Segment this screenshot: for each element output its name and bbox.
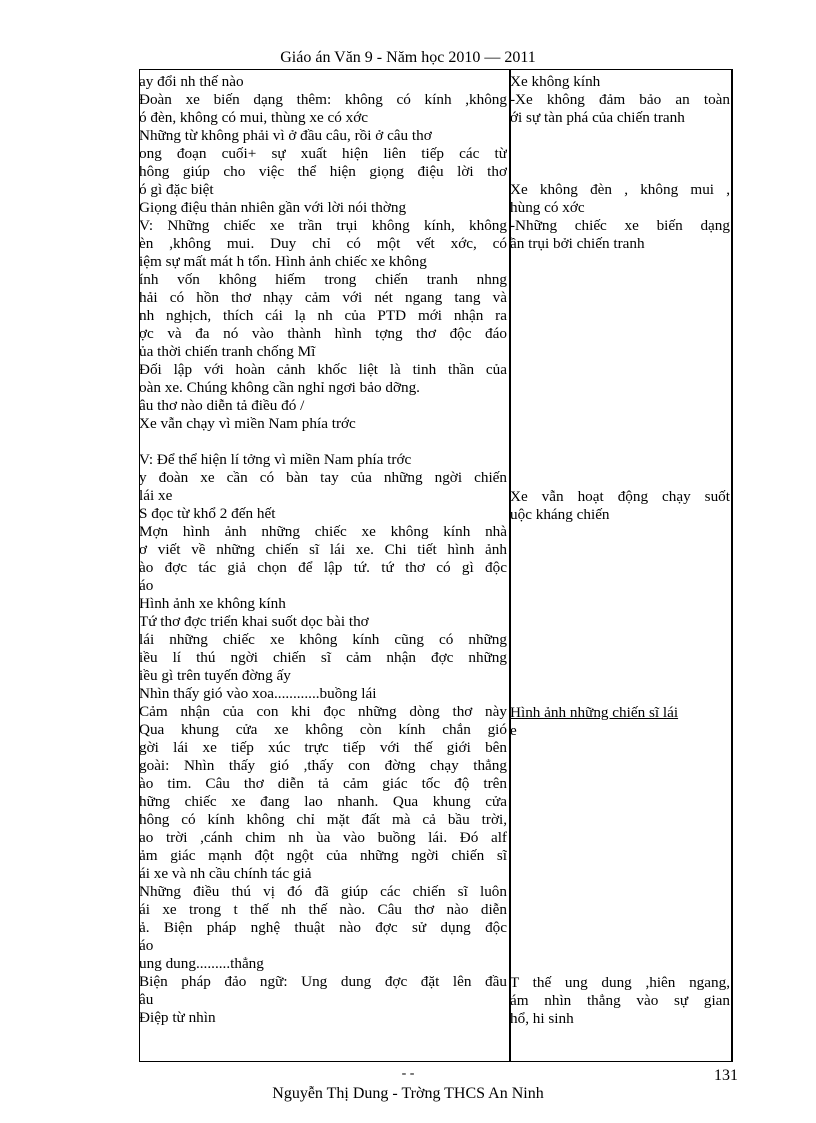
left-text-line: Cảm nhận của con khi đọc những dòng thơ này <box>139 703 507 720</box>
right-text-line: -Những chiếc xe biến dạng <box>510 217 730 234</box>
left-text-line: gời lái xe tiếp xúc trực tiếp với thế giới bên <box>139 739 507 756</box>
left-text-line: Qua khung cửa xe không còn kính chắn gió <box>139 721 507 738</box>
right-text-line: -Xe không đảm bảo an toàn <box>510 91 730 108</box>
left-text-line: ó gì đặc biệt <box>139 181 214 198</box>
left-text-line: y đoàn xe cần có bàn tay của những ngời chiến <box>139 469 507 486</box>
left-text-line: ái xe và nh cầu chính tác giả <box>139 865 312 882</box>
left-text-line: âu thơ nào diễn tả điều đó / <box>139 397 305 414</box>
left-text-line: iều gì trên tuyến đờng ấy <box>139 667 291 684</box>
left-text-line: Mợn hình ảnh những chiếc xe không kính nhà <box>139 523 507 540</box>
left-text-line: Những điều thú vị đó đã giúp các chiến sĩ luôn <box>139 883 507 900</box>
left-text-line: lái xe <box>139 487 173 504</box>
left-text-line: hông có kính không chỉ mặt đất mà cả bầu trời, <box>139 811 507 828</box>
left-text-line: hững chiếc xe đang lao nhanh. Qua khung cửa <box>139 793 507 810</box>
left-text-line: ay đổi nh thế nào <box>139 73 244 90</box>
right-text-line: hùng có xớc <box>510 199 585 216</box>
page-header: Giáo án Văn 9 - Năm học 2010 — 2011 <box>280 49 536 66</box>
left-text-line: hông giúp cho việc thể hiện giọng điệu lời thơ <box>139 163 507 180</box>
left-text-line: S đọc từ khổ 2 đến hết <box>139 505 276 522</box>
left-text-line: V: Để thể hiện lí tởng vì miền Nam phía trớc <box>139 451 412 468</box>
left-text-line: ái xe trong t thế nh thế nào. Câu thơ nào diễn <box>139 901 507 918</box>
page-footer: Nguyễn Thị Dung - Trờng THCS An Ninh <box>272 1085 544 1102</box>
left-text-line: Điệp từ nhìn <box>139 1009 216 1026</box>
left-text-line: V: Những chiếc xe trần trụi không kính, không <box>139 217 507 234</box>
left-text-line: Giọng điệu thản nhiên gần với lời nói thờng <box>139 199 407 216</box>
left-text-line: iều lí thú ngời chiến sĩ cảm nhận đợc những <box>139 649 507 666</box>
left-text-line: ào tim. Câu thơ diễn tả cảm giác tốc độ trên <box>139 775 507 792</box>
left-text-line: goài: Nhìn thấy gió ,thấy con đờng chạy thẳng <box>139 757 507 774</box>
left-text-line: Xe vẫn chạy vì miền Nam phía trớc <box>139 415 356 432</box>
right-text-line: e <box>510 722 517 739</box>
right-text-line: Hình ảnh những chiến sĩ lái <box>510 704 679 721</box>
left-text-line: Những từ không phải vì ở đầu câu, rồi ở câu thơ <box>139 127 432 144</box>
right-text-line: ần trụi bởi chiến tranh <box>510 235 645 252</box>
footer-dash: - - <box>401 1066 415 1081</box>
right-text-line: ám nhìn thẳng vào sự gian <box>510 992 730 1009</box>
left-text-line: ả. Biện pháp nghệ thuật nào đợc sử dụng độc <box>139 919 507 936</box>
left-text-line: èn ,không mui. Duy chỉ có một vết xớc, có <box>139 235 507 252</box>
left-text-line: ong đoạn cuối+ sự xuất hiện liên tiếp các từ <box>139 145 507 162</box>
left-text-line: lái những chiếc xe không kính cũng có những <box>139 631 507 648</box>
left-text-line: Đối lập với hoàn cảnh khốc liệt là tinh thần của <box>139 361 507 378</box>
left-text-line: ơ viết về những chiến sĩ lái xe. Chi tiết hình ảnh <box>139 541 507 558</box>
left-text-line: ợc và đa nó vào thành hình tợng thơ độc đáo <box>139 325 507 342</box>
left-text-line: oàn xe. Chúng không cần nghỉ ngơi bảo dỡng. <box>139 379 420 396</box>
left-text-line: Nhìn thấy gió vào xoa............buồng lái <box>139 685 377 702</box>
right-text-line: Xe không kính <box>510 73 601 90</box>
left-text-line: Tứ thơ đợc triển khai suốt dọc bài thơ <box>139 613 369 630</box>
left-text-line: nh nghịch, thích cái lạ nh của PTD mới nhận ra <box>139 307 507 324</box>
left-text-line: ung dung.........thẳng <box>139 955 264 972</box>
left-text-line: ảm giác mạnh đột ngột của những ngời chiến sĩ <box>139 847 507 864</box>
left-text-line: Đoàn xe biến dạng thêm: không có kính ,không <box>139 91 507 108</box>
right-text-line: hổ, hi sinh <box>510 1010 574 1027</box>
left-text-line: ào đợc tác giả chọn để lập tứ. tứ thơ có gì độc <box>139 559 507 576</box>
left-text-line: áo <box>139 937 154 954</box>
right-text-line: Xe không đèn , không mui , <box>510 181 730 198</box>
left-text-line: ính vốn không hiếm trong chiến tranh nhng <box>139 271 507 288</box>
left-text-line: ó đèn, không có mui, thùng xe có xớc <box>139 109 369 126</box>
left-text-line: Biện pháp đảo ngữ: Ung dung đợc đặt lên đầu <box>139 973 507 990</box>
right-text-line: uộc kháng chiến <box>510 506 610 523</box>
right-text-line: Xe vẫn hoạt động chạy suốt <box>510 488 730 505</box>
right-text-line: ới sự tàn phá của chiến tranh <box>510 109 685 126</box>
right-text-line: T thế ung dung ,hiên ngang, <box>510 974 730 991</box>
left-text-line: ao trời ,cánh chim nh ùa vào buồng lái. Đó alf <box>139 829 507 846</box>
left-text-line: iệm sự mất mát h tổn. Hình ảnh chiếc xe không <box>139 253 427 270</box>
left-text-line: Hình ảnh xe không kính <box>139 595 286 612</box>
left-text-line: áo <box>139 577 154 594</box>
left-text-line: âu <box>139 991 154 1008</box>
left-text-line: hải có hồn thơ nhạy cảm với nét ngang tang và <box>139 289 507 306</box>
left-text-line: ủa thời chiến tranh chống Mĩ <box>139 343 316 360</box>
page-number: 131 <box>714 1067 738 1084</box>
